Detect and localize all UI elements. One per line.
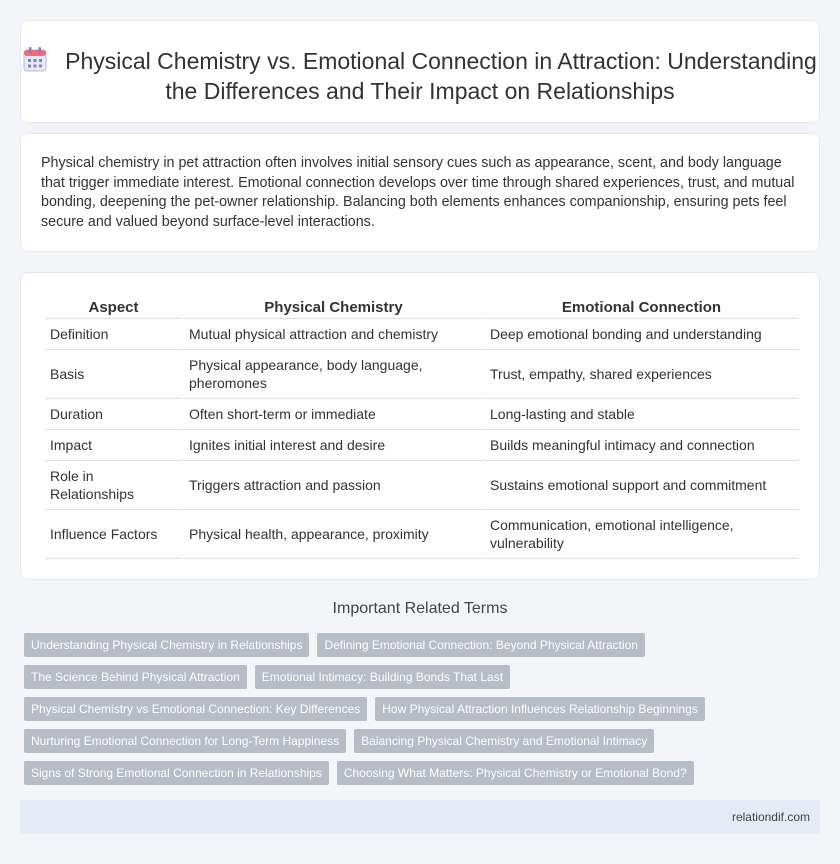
page-title-text: Physical Chemistry vs. Emotional Connection in Attraction: Understanding the Differences and Their Impact on Relationships	[65, 48, 817, 104]
header-emotional-connection: Emotional Connection	[485, 295, 798, 319]
related-term-tag[interactable]: Signs of Strong Emotional Connection in Relationships	[24, 761, 329, 785]
header-physical-chemistry: Physical Chemistry	[184, 295, 483, 319]
table-row	[45, 461, 798, 510]
row-aspect: Duration	[45, 399, 182, 430]
row-aspect: Definition	[45, 319, 182, 350]
related-term-tag[interactable]: Defining Emotional Connection: Beyond Physical Attraction	[317, 633, 645, 657]
row-emotional: Long-lasting and stable	[485, 399, 798, 430]
table-row	[45, 430, 798, 461]
related-term-tag[interactable]: Choosing What Matters: Physical Chemistry or Emotional Bond?	[337, 761, 694, 785]
row-physical: Mutual physical attraction and chemistry	[184, 319, 483, 350]
comparison-table	[43, 295, 800, 559]
related-term-tag[interactable]: Nurturing Emotional Connection for Long-Term Happiness	[24, 729, 346, 753]
row-emotional: Builds meaningful intimacy and connection	[485, 430, 798, 461]
row-physical: Triggers attraction and passion	[184, 461, 483, 510]
row-emotional: Sustains emotional support and commitment	[485, 461, 798, 510]
table-row	[45, 319, 798, 350]
related-term-tag[interactable]: Emotional Intimacy: Building Bonds That Last	[255, 665, 510, 689]
table-row	[45, 350, 798, 399]
footer-site-link[interactable]: relationdif.com	[731, 810, 810, 824]
related-term-tag[interactable]: How Physical Attraction Influences Relationship Beginnings	[375, 697, 705, 721]
table-row	[45, 399, 798, 430]
row-emotional: Trust, empathy, shared experiences	[485, 350, 798, 399]
row-physical: Ignites initial interest and desire	[184, 430, 483, 461]
related-terms-heading: Important Related Terms	[332, 600, 508, 617]
row-physical: Often short-term or immediate	[184, 399, 483, 430]
related-term-tag[interactable]: The Science Behind Physical Attraction	[24, 665, 247, 689]
row-aspect: Impact	[45, 430, 182, 461]
related-term-tag[interactable]: Balancing Physical Chemistry and Emotional Intimacy	[354, 729, 654, 753]
row-emotional: Communication, emotional intelligence, vulnerability	[485, 510, 798, 559]
footer	[20, 800, 820, 834]
calendar-icon	[23, 46, 47, 72]
table-row	[45, 510, 798, 559]
title-card	[20, 20, 820, 123]
table-header-row	[45, 295, 798, 319]
page-title	[21, 21, 819, 106]
row-physical: Physical health, appearance, proximity	[184, 510, 483, 559]
intro-card	[20, 133, 820, 252]
header-aspect: Aspect	[45, 295, 182, 319]
row-aspect: Basis	[45, 350, 182, 399]
related-term-tag[interactable]: Physical Chemistry vs Emotional Connection: Key Differences	[24, 697, 367, 721]
intro-paragraph: Physical chemistry in pet attraction often involves initial sensory cues such as appearance, scent, and body language that trigger immediate interest. Emotional connection develops over time through shared experiences, trust, and mutual bonding, deepening the pet-owner relationship. Balancing both elements enhances companionship, ensuring pets feel secure and valued beyond surface-level interactions.	[41, 155, 795, 230]
related-term-tag[interactable]: Understanding Physical Chemistry in Relationships	[24, 633, 309, 657]
comparison-table-card	[20, 272, 820, 580]
row-emotional: Deep emotional bonding and understanding	[485, 319, 798, 350]
row-physical: Physical appearance, body language, pheromones	[184, 350, 483, 399]
row-aspect: Role in Relationships	[45, 461, 182, 510]
row-aspect: Influence Factors	[45, 510, 182, 559]
related-terms-list	[24, 633, 824, 793]
